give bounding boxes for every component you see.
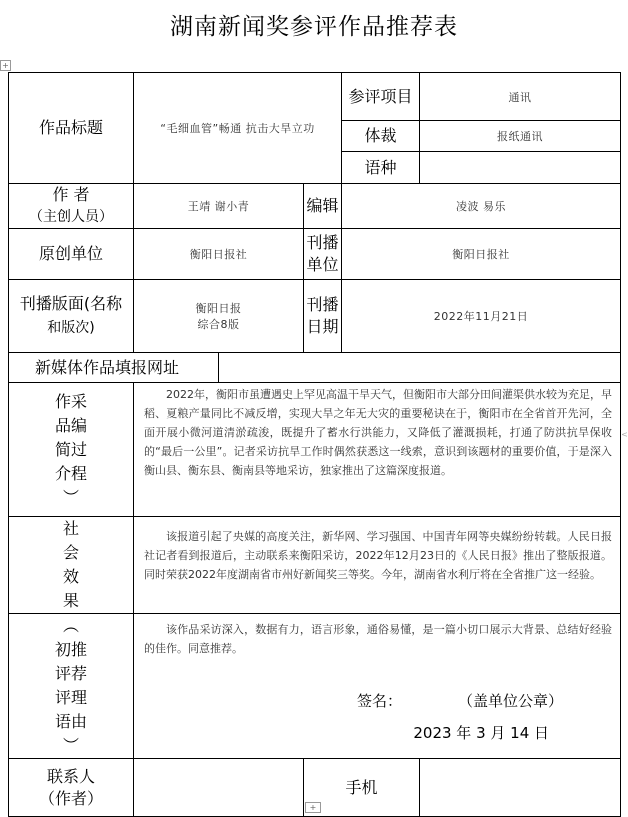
contact-label-line2: （作者） (38, 788, 103, 808)
genre-label: 体裁 (342, 121, 420, 152)
process-label-line2: 品编 (54, 415, 87, 435)
layout-value-line2: 综合8版 (197, 318, 240, 331)
process-label-line4: 介程 (54, 463, 87, 483)
publisher-label-line2: 单位 (306, 255, 339, 274)
recommendation-label-line1: 初推 (54, 640, 87, 659)
recommendation-form-table (8, 72, 621, 817)
scroll-marker-icon: < (621, 430, 628, 439)
recommendation-date: 2023 年 3 月 14 日 (413, 724, 550, 742)
author-label (9, 184, 134, 229)
process-label-line1: 作采 (54, 391, 87, 411)
newmedia-value[interactable] (219, 353, 621, 383)
editor-label: 编辑 (304, 184, 342, 229)
unit-label: 原创单位 (9, 229, 134, 280)
signature-row (144, 692, 612, 720)
contact-label-line1: 联系人 (46, 766, 95, 786)
date-label (304, 280, 342, 353)
recommendation-label-paren: ︵ (62, 616, 79, 635)
genre-value[interactable]: 报纸通讯 (420, 121, 621, 152)
signature-label: 签名： (357, 692, 403, 710)
recommendation-cell (134, 614, 621, 759)
work-title-value[interactable]: “毛细血管”畅通 抗击大旱立功 (134, 73, 342, 184)
newmedia-label: 新媒体作品填报网址 (9, 353, 219, 383)
layout-label-line2: 和版次) (47, 320, 95, 336)
effect-text[interactable]: 该报道引起了央媒的高度关注，新华网、学习强国、中国青年网等央媒纷纷转载。人民日报社记者看到报道后，主动联系来衡阳采访，2022年12月23日的《人民日报》推出了整版报道。同时荣获2022年度湖南省市州好新闻奖三等奖。今年，湖南省水利厅将在全省推广这一经验。 (134, 517, 621, 614)
author-value[interactable]: 王靖 谢小青 (134, 184, 304, 229)
process-label-line3: 简过 (54, 439, 87, 459)
process-text[interactable]: 2022年，衡阳市虽遭遇史上罕见高温干旱天气，但衡阳市大部分田间灌渠供水较为充足，早稻、夏粮产量同比不减反增，实现大旱之年无大灾的重要秘诀在于，衡阳市在全省首开先河，全面开展小微河道清淤疏浚，既提升了蓄水行洪能力，又降低了灌溉损耗，打通了防洪抗旱保收的“最后一公里”。记者采访抗旱工作时偶然获悉这一线索，意识到该题材的重要价值，于是深入衡山县、衡东县、衡南县等地采访，独家推出了这篇深度报道。 (134, 383, 621, 517)
recommendation-label (9, 614, 134, 759)
recommendation-label-paren-close: ︶ (62, 736, 79, 755)
recommendation-text[interactable]: 该作品采访深入，数据有力，语言形象，通俗易懂，是一篇小切口展示大背景、总结好经验的佳作。同意推荐。 (144, 623, 613, 655)
unit-value[interactable]: 衡阳日报社 (134, 229, 304, 280)
publisher-label (304, 229, 342, 280)
effect-label-line2: 会 (62, 543, 79, 562)
recommendation-label-line4: 语由 (54, 712, 87, 731)
table-resize-handle-icon[interactable]: + (305, 802, 321, 813)
layout-label (9, 280, 134, 353)
language-value[interactable] (420, 152, 621, 184)
process-label-paren: ︶ (62, 487, 79, 507)
effect-label (9, 517, 134, 614)
date-label-line1: 刊播 (306, 295, 339, 314)
table-move-handle-icon[interactable]: + (0, 60, 11, 71)
category-value[interactable]: 通讯 (420, 73, 621, 121)
author-label-line2: （主创人员） (29, 209, 113, 225)
effect-label-line3: 效 (62, 567, 79, 586)
editor-value[interactable]: 凌波 易乐 (342, 184, 621, 229)
effect-label-line4: 果 (62, 591, 79, 610)
layout-value-line1: 衡阳日报 (195, 302, 242, 315)
date-value[interactable]: 2022年11月21日 (342, 280, 621, 353)
date-label-line2: 日期 (306, 317, 339, 336)
phone-value[interactable] (420, 759, 621, 817)
author-label-line1: 作 者 (52, 185, 90, 204)
effect-label-line1: 社 (62, 519, 79, 538)
publisher-label-line1: 刊播 (306, 233, 339, 252)
work-title-label: 作品标题 (9, 73, 134, 184)
publisher-value[interactable]: 衡阳日报社 (342, 229, 621, 280)
category-label: 参评项目 (342, 73, 420, 121)
contact-label (9, 759, 134, 817)
recommendation-label-line3: 评理 (54, 688, 87, 707)
process-label (9, 383, 134, 517)
language-label: 语种 (342, 152, 420, 184)
recommendation-label-line2: 评荐 (54, 664, 87, 683)
phone-label: 手机 (304, 759, 420, 817)
contact-value[interactable] (134, 759, 304, 817)
seal-label: （盖单位公章） (458, 692, 564, 710)
layout-label-line1: 刊播版面(名称 (19, 294, 123, 313)
layout-value[interactable] (134, 280, 304, 353)
page-title: 湖南新闻奖参评作品推荐表 (170, 14, 458, 40)
